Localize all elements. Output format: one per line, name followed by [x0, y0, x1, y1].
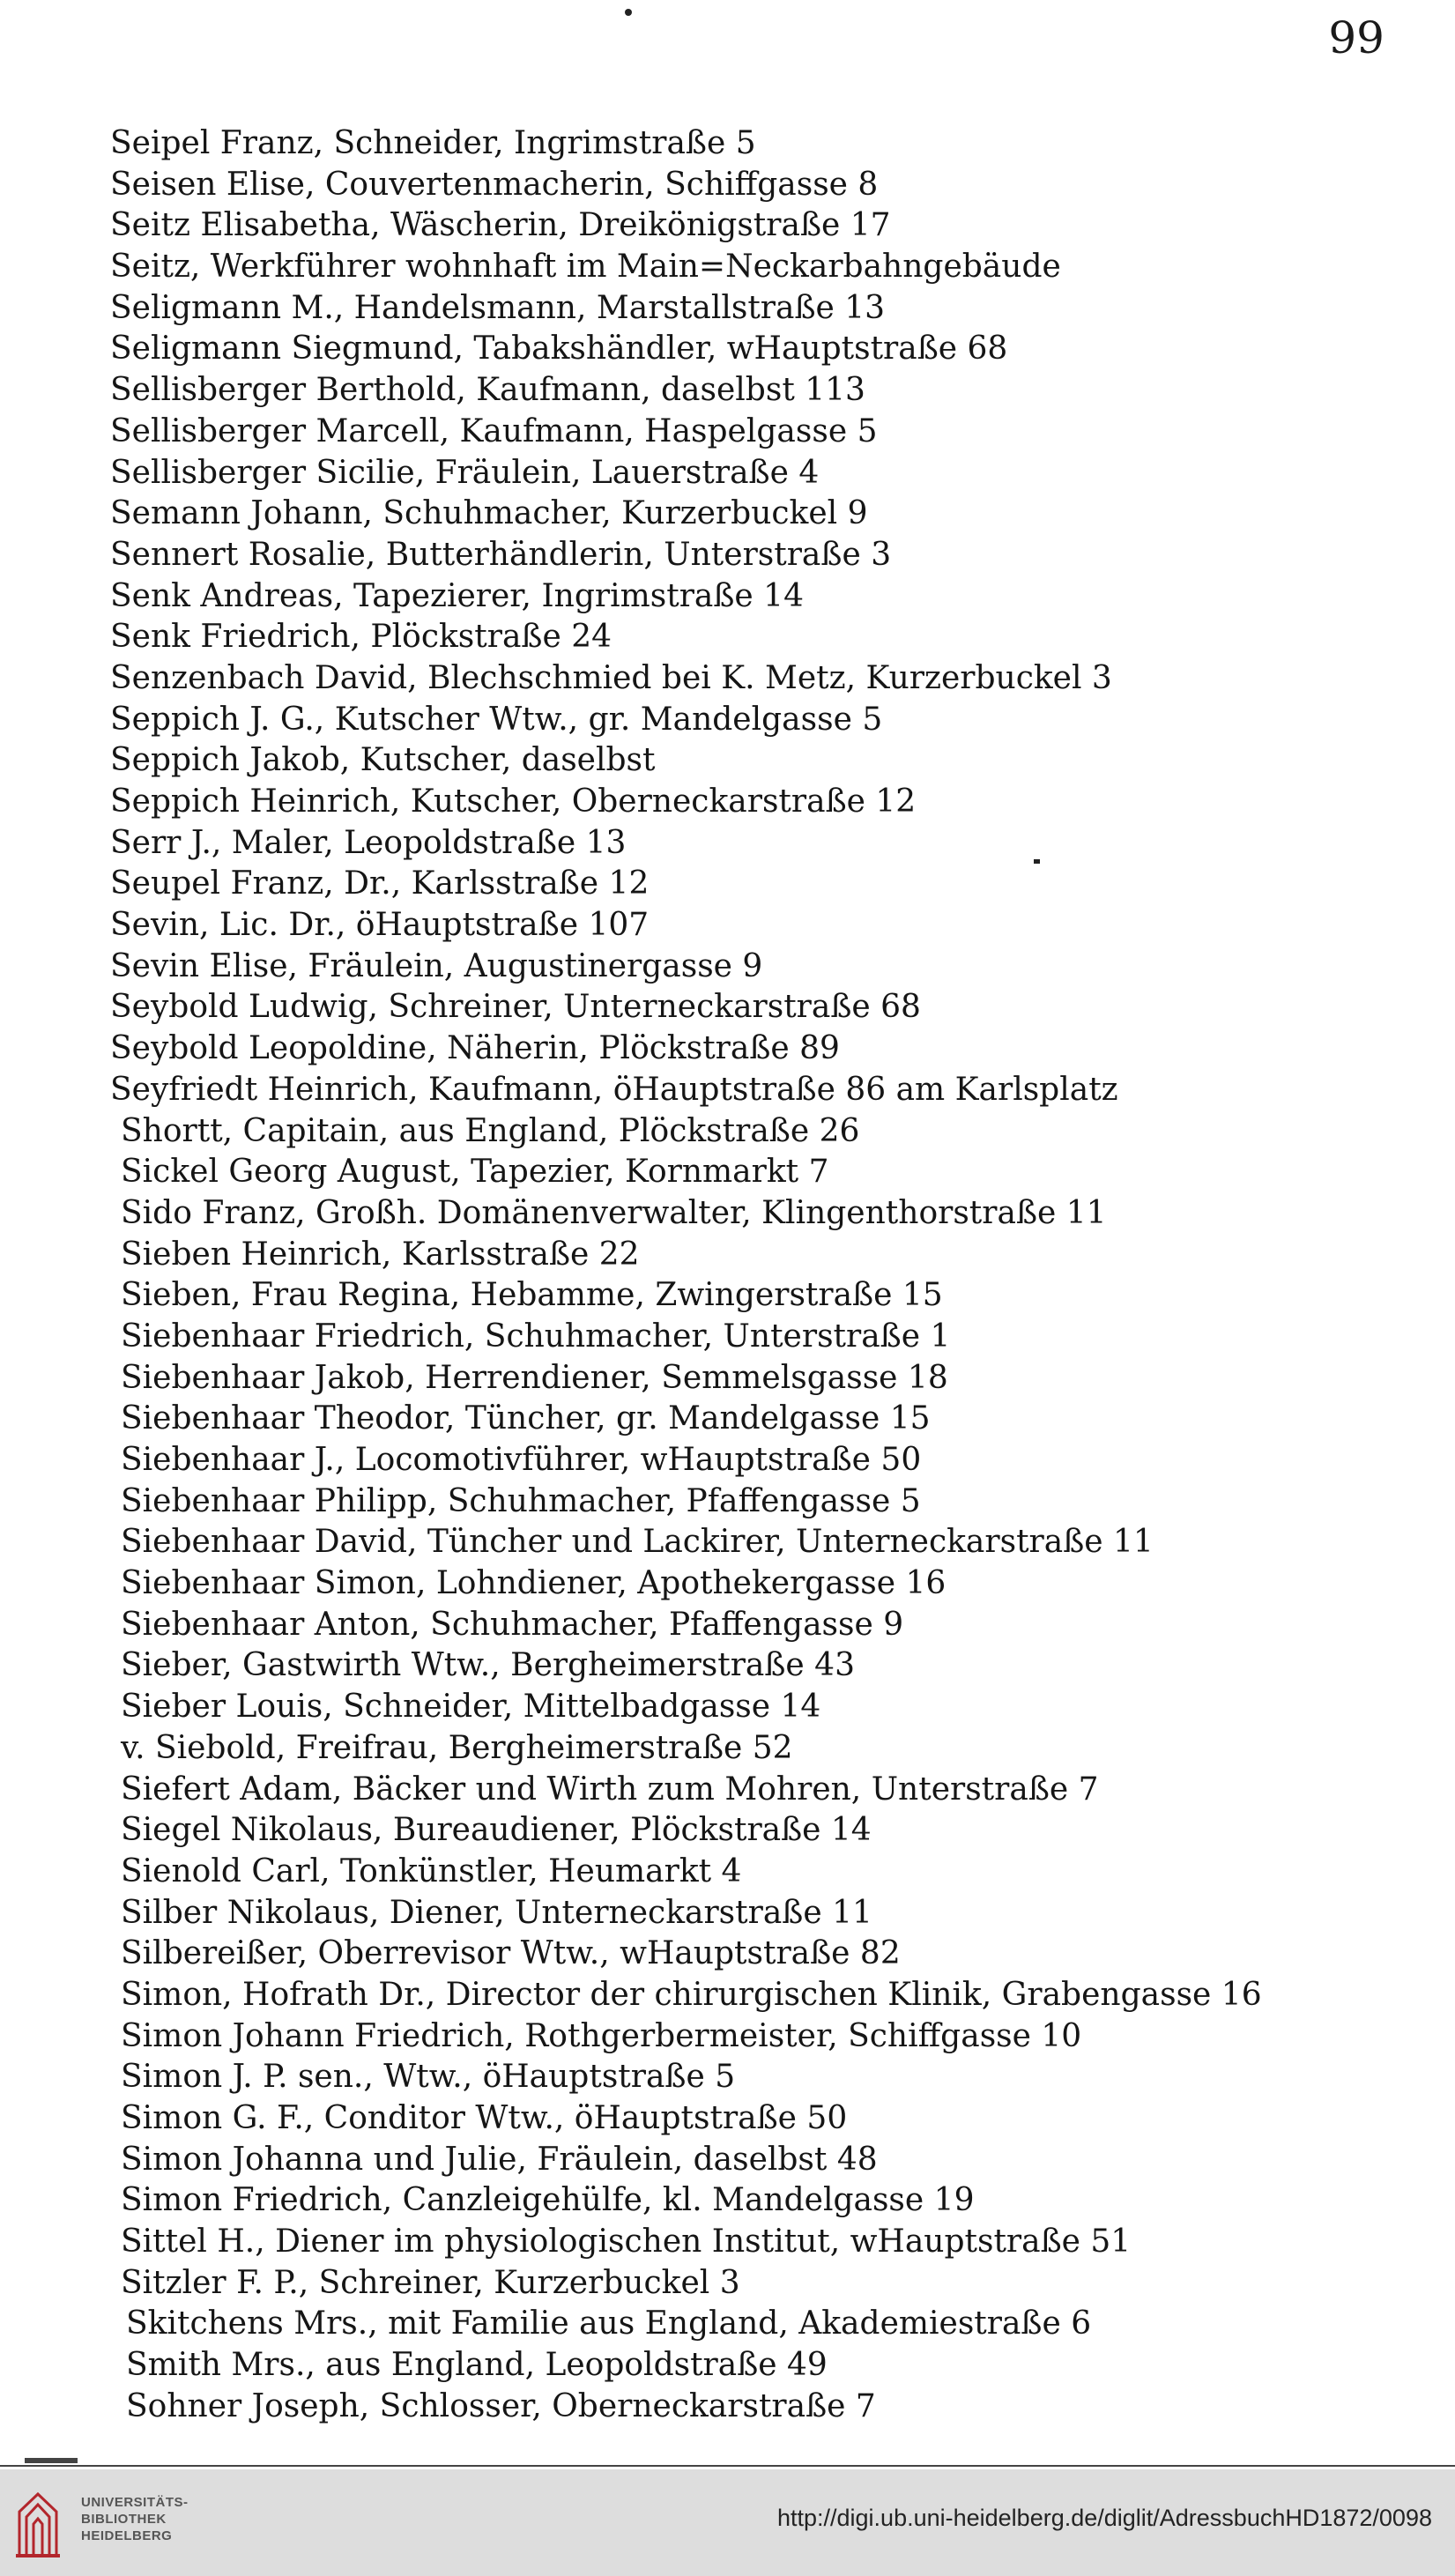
directory-entry: Simon, Hofrath Dr., Director der chirurgischen Klinik, Grabengasse 16: [121, 1976, 1262, 2013]
library-name-line: UNIVERSITÄTS-: [81, 2495, 189, 2510]
directory-entry: Seupel Franz, Dr., Karlsstraße 12: [110, 865, 650, 902]
directory-entry: Sickel Georg August, Tapezier, Kornmarkt 7: [121, 1154, 829, 1191]
directory-entry: v. Siebold, Freifrau, Bergheimerstraße 52: [121, 1729, 793, 1766]
directory-entry: Sienold Carl, Tonkünstler, Heumarkt 4: [121, 1852, 742, 1889]
library-name-line: BIBLIOTHEK: [81, 2512, 167, 2527]
directory-entry: Sittel H., Diener im physiologischen Institut, wHauptstraße 51: [121, 2223, 1132, 2260]
library-name-line: HEIDELBERG: [81, 2528, 173, 2543]
directory-entry: Sevin, Lic. Dr., öHauptstraße 107: [110, 907, 650, 944]
directory-entry: Siefert Adam, Bäcker und Wirth zum Mohren, Unterstraße 7: [121, 1771, 1099, 1808]
directory-entry: Seligmann Siegmund, Tabakshändler, wHauptstraße 68: [110, 330, 1008, 367]
directory-entry: Senk Andreas, Tapezierer, Ingrimstraße 14: [110, 577, 804, 614]
directory-entry: Siegel Nikolaus, Bureaudiener, Plöckstraße 14: [121, 1812, 872, 1849]
directory-entry: Sieben, Frau Regina, Hebamme, Zwingerstraße 15: [121, 1277, 943, 1314]
directory-entry: Seppich Heinrich, Kutscher, Oberneckarstraße 12: [110, 783, 917, 820]
directory-entry: Seitz Elisabetha, Wäscherin, Dreikönigstraße 17: [110, 207, 891, 244]
directory-entry: Seppich Jakob, Kutscher, daselbst: [110, 742, 656, 779]
directory-entry: Seitz, Werkführer wohnhaft im Main=Neckarbahngebäude: [110, 249, 1061, 286]
directory-entry: Sellisberger Sicilie, Fräulein, Lauerstraße 4: [110, 454, 820, 491]
directory-entry: Seppich J. G., Kutscher Wtw., gr. Mandelgasse 5: [110, 701, 883, 738]
directory-entry: Simon J. P. sen., Wtw., öHauptstraße 5: [121, 2059, 736, 2096]
directory-entry: Sennert Rosalie, Butterhändlerin, Unterstraße 3: [110, 536, 892, 573]
directory-entry: Sitzler F. P., Schreiner, Kurzerbuckel 3: [121, 2264, 740, 2301]
library-name: [81, 2494, 189, 2544]
directory-entry: Serr J., Maler, Leopoldstraße 13: [110, 824, 627, 861]
scan-edge-line: [0, 2465, 1455, 2467]
directory-entry: Shortt, Capitain, aus England, Plöckstraße 26: [121, 1112, 860, 1149]
print-speck: [1034, 859, 1040, 864]
directory-entry: Siebenhaar David, Tüncher und Lackirer, Unterneckarstraße 11: [121, 1524, 1154, 1561]
directory-entry: Sieber, Gastwirth Wtw., Bergheimerstraße 43: [121, 1647, 855, 1684]
directory-entry: Senzenbach David, Blechschmied bei K. Metz, Kurzerbuckel 3: [110, 659, 1112, 696]
directory-entry: Simon Johann Friedrich, Rothgerbermeister, Schiffgasse 10: [121, 2017, 1082, 2054]
directory-entry: Simon Johanna und Julie, Fräulein, daselbst 48: [121, 2141, 878, 2178]
directory-entry: Simon Friedrich, Canzleigehülfe, kl. Mandelgasse 19: [121, 2182, 975, 2219]
directory-entry: Siebenhaar Simon, Lohndiener, Apothekergasse 16: [121, 1565, 946, 1602]
directory-entry: Simon G. F., Conditor Wtw., öHauptstraße 50: [121, 2100, 848, 2136]
directory-entry: Smith Mrs., aus England, Leopoldstraße 49: [126, 2347, 828, 2384]
page-number: 99: [1328, 12, 1384, 63]
directory-entry: Siebenhaar Anton, Schuhmacher, Pfaffengasse 9: [121, 1606, 904, 1643]
directory-entry: Seipel Franz, Schneider, Ingrimstraße 5: [110, 125, 756, 161]
directory-entry: Seisen Elise, Couvertenmacherin, Schiffgasse 8: [110, 166, 879, 203]
directory-entries: [110, 123, 1379, 2428]
scan-edge-mark: [25, 2458, 78, 2463]
directory-entry: Sieber Louis, Schneider, Mittelbadgasse 14: [121, 1689, 821, 1726]
source-url-link[interactable]: http://digi.ub.uni-heidelberg.de/diglit/AdressbuchHD1872/0098: [776, 2505, 1432, 2531]
library-logo-icon: [12, 2485, 63, 2563]
directory-entry: Skitchens Mrs., mit Familie aus England, Akademiestraße 6: [126, 2305, 1092, 2342]
directory-entry: Sido Franz, Großh. Domänenverwalter, Klingenthorstraße 11: [121, 1194, 1107, 1231]
directory-entry: Seligmann M., Handelsmann, Marstallstraße 13: [110, 289, 886, 326]
directory-entry: Sohner Joseph, Schlosser, Oberneckarstraße 7: [126, 2387, 876, 2424]
directory-entry: Silbereißer, Oberrevisor Wtw., wHauptstraße 82: [121, 1935, 901, 1972]
directory-entry: Siebenhaar Jakob, Herrendiener, Semmelsgasse 18: [121, 1359, 948, 1396]
directory-entry: Sellisberger Berthold, Kaufmann, daselbst 113: [110, 372, 865, 409]
directory-entry: Sieben Heinrich, Karlsstraße 22: [121, 1236, 640, 1273]
directory-entry: Seyfriedt Heinrich, Kaufmann, öHauptstraße 86 am Karlsplatz: [110, 1071, 1118, 1108]
directory-entry: Siebenhaar Philipp, Schuhmacher, Pfaffengasse 5: [121, 1482, 921, 1519]
directory-entry: Siebenhaar Friedrich, Schuhmacher, Unterstraße 1: [121, 1318, 951, 1355]
directory-entry: Sellisberger Marcell, Kaufmann, Haspelgasse 5: [110, 412, 878, 449]
directory-entry: Seybold Leopoldine, Näherin, Plöckstraße 89: [110, 1030, 840, 1067]
directory-entry: Senk Friedrich, Plöckstraße 24: [110, 619, 612, 656]
directory-entry: Siebenhaar Theodor, Tüncher, gr. Mandelgasse 15: [121, 1400, 931, 1437]
directory-entry: Silber Nikolaus, Diener, Unterneckarstraße 11: [121, 1894, 872, 1931]
directory-entry: Seybold Ludwig, Schreiner, Unterneckarstraße 68: [110, 989, 921, 1026]
directory-entry: Semann Johann, Schuhmacher, Kurzerbuckel 9: [110, 495, 868, 532]
page-dot-mark: [625, 9, 632, 16]
directory-entry: Sevin Elise, Fräulein, Augustinergasse 9: [110, 947, 763, 984]
directory-entry: Siebenhaar J., Locomotivführer, wHauptstraße 50: [121, 1442, 922, 1478]
